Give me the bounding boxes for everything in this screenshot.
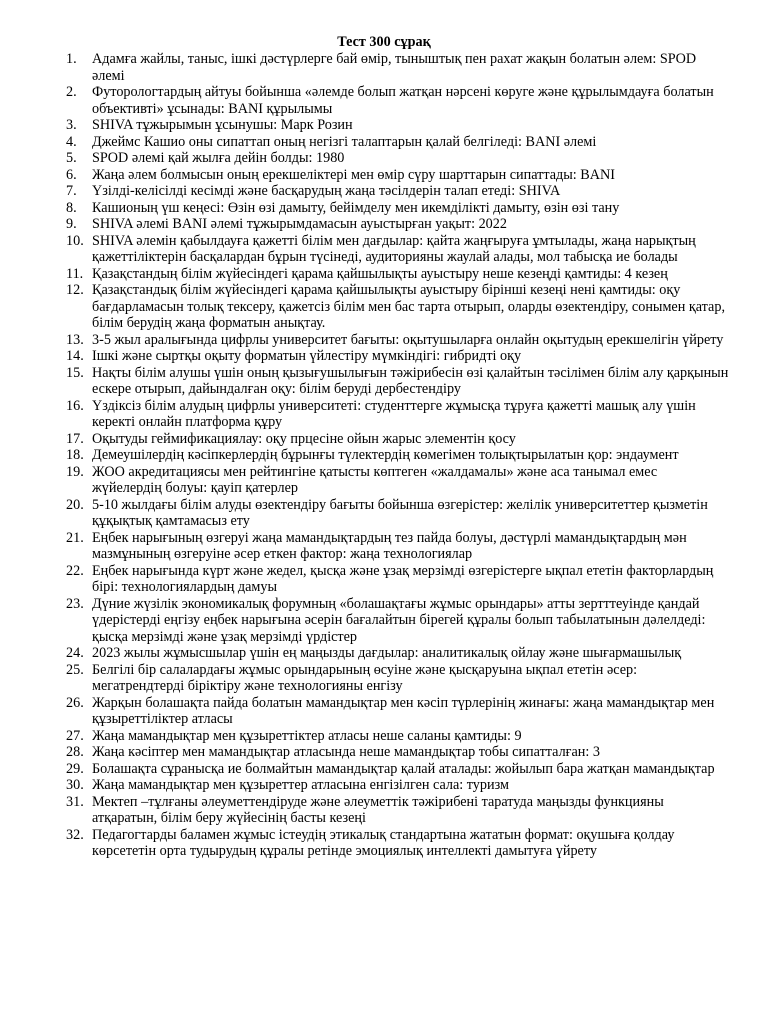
list-item <box>66 332 730 349</box>
list-item <box>66 497 730 530</box>
list-item-number: 6. <box>66 166 77 183</box>
list-item-text: Қазақстандың білім жүйесіндегі қарама қайшылықты ауыстыру неше кезеңді қамтиды: 4 кезең <box>92 265 668 282</box>
list-item <box>66 645 730 662</box>
list-item <box>66 266 730 283</box>
list-item <box>66 728 730 745</box>
list-item-text: SHIVA әлемін қабылдауға қажетті білім мен дағдылар: қайта жаңғыруға ұмтылады, жаңа нарықтың қажеттіліктерін басқалардан бұрын түсінеді, аудиторияны жаулай алады, мол табысқа ие болады <box>92 232 696 265</box>
list-item-number: 10. <box>66 232 84 249</box>
list-item-number: 30. <box>66 777 84 793</box>
list-item-number: 20. <box>66 496 84 513</box>
list-item <box>66 447 730 464</box>
list-item-text: SPOD әлемі қай жылға дейін болды: 1980 <box>92 150 345 166</box>
list-item-number: 5. <box>66 150 77 166</box>
list-item-number: 25. <box>66 661 84 678</box>
list-item-text: Оқытуды геймификациялау: оқу прцесіне ойын жарыс элементін қосу <box>92 430 516 447</box>
list-item-text: Белгілі бір салалардағы жұмыс орындарының өсуіне және қысқаруына ықпал ететін әсер: мегатрендтерді біріктіру және технологияны енгізу <box>92 661 638 694</box>
list-item <box>66 777 730 794</box>
list-item-number: 16. <box>66 397 84 414</box>
list-item <box>66 530 730 563</box>
list-item-number: 24. <box>66 645 84 661</box>
list-item <box>66 431 730 448</box>
list-item-text: SHIVA әлемі BANI әлемі тұжырымдамасын ауыстырған уақыт: 2022 <box>92 216 507 232</box>
list-item <box>66 84 730 117</box>
list-item <box>66 233 730 266</box>
list-item-text: Жарқын болашақта пайда болатын мамандықтар мен кәсіп түрлерінің жинағы: жаңа мамандықтар мен құзыреттіліктер атласы <box>92 694 715 727</box>
list-item-number: 1. <box>66 51 77 67</box>
list-item-number: 13. <box>66 331 84 348</box>
list-item <box>66 117 730 134</box>
list-item <box>66 200 730 217</box>
list-item-number: 14. <box>66 348 84 364</box>
list-item <box>66 150 730 167</box>
list-item-number: 17. <box>66 430 84 447</box>
list-item-text: Қазақстандық білім жүйесіндегі қарама қайшылықты ауыстыру бірінші кезеңі нені қамтиды: оқу бағдарламасын толық тексеру, қажетсіз білім мен бас тарта отырып, оларды өзектендіру, сонымен қатар, білім берудің жаңа форматын анықтау. <box>92 282 725 331</box>
list-item-text: Адамға жайлы, таныс, ішкі дәстүрлерге бай өмір, тыныштық пен рахат жақын болатын әлем: SPOD әлемі <box>92 51 697 84</box>
list-item-number: 29. <box>66 760 84 777</box>
list-item-text: Жаңа әлем болмысын оның ерекшеліктері мен өмір сүру шарттарын сипаттады: BANI <box>92 166 615 183</box>
list-item <box>66 51 730 84</box>
list-item-text: Кашионың үш кеңесі: Өзін өзі дамыту, бейімделу мен икемділікті дамыту, өзін өзі тану <box>92 199 620 216</box>
list-item-text: Дүние жүзілік экономикалық форумның «болашақтағы жұмыс орындары» атты зертттеуінде қандай үдерістерді еңгізу еңбек нарығына әсерін бағалайтын бірегей құралы болып табылатынын дәлелдеді: қысқа мерзімді және ұзақ мерзімді үрдістер <box>92 595 706 645</box>
list-item <box>66 744 730 761</box>
list-item-number: 23. <box>66 595 84 612</box>
list-item-text: 3-5 жыл аралығында цифрлы университет бағыты: оқытушыларға онлайн оқытудың ерекшелігін үйрету <box>92 331 724 348</box>
list-item-text: Педагогтарды баламен жұмыс істеудің этикалық стандартына жататын формат: оқушыға қолдау көрсететін орта тудырудың құралы ретінде эмоциялық интеллекті дамытуға үйрету <box>92 826 675 859</box>
list-item-text: SHIVA тұжырымын ұсынушы: Марк Розин <box>92 117 353 133</box>
list-item <box>66 761 730 778</box>
list-item-text: Үздіксіз білім алудың цифрлы университеті: студенттерге жұмысқа тұруға қажетті машық алу үшін керекті онлайн платформа құру <box>92 397 696 430</box>
list-item-text: Нақты білім алушы үшін оның қызығушылығын тәжірибесін өзі қалайтын тәсілімен білім алу қарқынын ескере отырып, дайындалған оқу: білім беруді дербестендіру <box>92 364 729 397</box>
list-item-text: 5-10 жылдағы білім алуды өзектендіру бағыты бойынша өзгерістер: желілік университеттер қызметін құқықтық қамтамасыз ету <box>92 496 708 529</box>
list-item-number: 27. <box>66 727 84 744</box>
list-item-text: Демеушілердің кәсіпкерлердің бұрынғы түлектердің көмегімен толықтырылатын қор: эндаумент <box>92 447 679 463</box>
list-item-text: Үзілді-келісілді кесімді және басқарудың жаңа тәсілдерін талап етеді: SHIVA <box>92 183 561 199</box>
list-item-number: 9. <box>66 216 77 232</box>
list-item-text: Жаңа мамандықтар мен құзыреттер атласына енгізілген сала: туризм <box>92 777 509 793</box>
list-item-number: 28. <box>66 744 84 760</box>
list-item <box>66 596 730 646</box>
list-item-text: Джеймс Кашио оны сипаттап оның негізгі талаптарын қалай белгіледі: BANI әлемі <box>92 133 597 150</box>
list-item-number: 19. <box>66 463 84 480</box>
document-title: Тест 300 сұрақ <box>337 34 431 50</box>
list-item <box>66 282 730 332</box>
list-item <box>66 662 730 695</box>
list-item <box>66 216 730 233</box>
list-item <box>66 167 730 184</box>
list-item <box>66 183 730 200</box>
list-item-number: 8. <box>66 199 77 216</box>
list-item <box>66 794 730 827</box>
list-item-text: Еңбек нарығында күрт және жедел, қысқа және ұзақ мерзімді өзгерістерге ықпал ететін факторлардың бірі: технологиялардың дамуы <box>92 562 714 595</box>
list-item <box>66 563 730 596</box>
list-item-text: ЖОО акредитациясы мен рейтингіне қатысты көптеген «жалдамалы» және аса танымал емес жүйелердің болуы: қауіп қатерлер <box>92 463 658 496</box>
list-item-number: 4. <box>66 133 77 150</box>
list-item <box>66 464 730 497</box>
list-item-text: 2023 жылы жұмысшылар үшін ең маңызды дағдылар: аналитикалық ойлау және шығармашылық <box>92 645 682 661</box>
list-item-number: 12. <box>66 282 84 298</box>
list-item-number: 31. <box>66 793 84 810</box>
list-item-text: Футорологтардың айтуы бойынша «әлемде болып жатқан нәрсені көруге және құрылымдауға болатын объективті» ұсынады: BANI құрылымы <box>92 84 714 117</box>
list-item <box>66 348 730 365</box>
list-item-text: Болашақта сұранысқа ие болмайтын мамандықтар қалай аталады: жойылып бара жатқан мамандықтар <box>92 760 715 777</box>
list-item-number: 22. <box>66 562 84 579</box>
list-item-text: Жаңа кәсіптер мен мамандықтар атласында неше мамандықтар тобы сипатталған: 3 <box>92 744 600 760</box>
list-item-text: Мектеп –тұлғаны әлеуметтендіруде және әлеуметтік тәжірибені таратуда маңызды функцияны атқаратын, білім беру жүйесінің басты кезеңі <box>92 793 664 826</box>
list-item-number: 32. <box>66 826 84 843</box>
list-item-number: 26. <box>66 694 84 711</box>
list-item <box>66 827 730 860</box>
list-item <box>66 365 730 398</box>
list-item-number: 2. <box>66 84 77 100</box>
list-item <box>66 134 730 151</box>
list-item-text: Еңбек нарығының өзгеруі жаңа мамандықтардың тез пайда болуы, дәстүрлі мамандықтардың мән мазмұнының өзгеруіне әсер еткен фактор: жаңа технологиялар <box>92 529 687 562</box>
list-item-number: 7. <box>66 183 77 199</box>
list-item-number: 18. <box>66 447 84 463</box>
list-item <box>66 695 730 728</box>
list-item-number: 3. <box>66 117 77 133</box>
list-item-text: Ішкі және сыртқы оқыту форматын үйлестіру мүмкіндігі: гибридті оқу <box>92 348 522 364</box>
list-item-number: 11. <box>66 265 84 282</box>
list-item <box>66 398 730 431</box>
list-item-number: 15. <box>66 364 84 381</box>
list-item-number: 21. <box>66 529 84 546</box>
question-list <box>66 51 730 860</box>
list-item-text: Жаңа мамандықтар мен құзыреттіктер атласы неше саланы қамтиды: 9 <box>92 727 522 744</box>
